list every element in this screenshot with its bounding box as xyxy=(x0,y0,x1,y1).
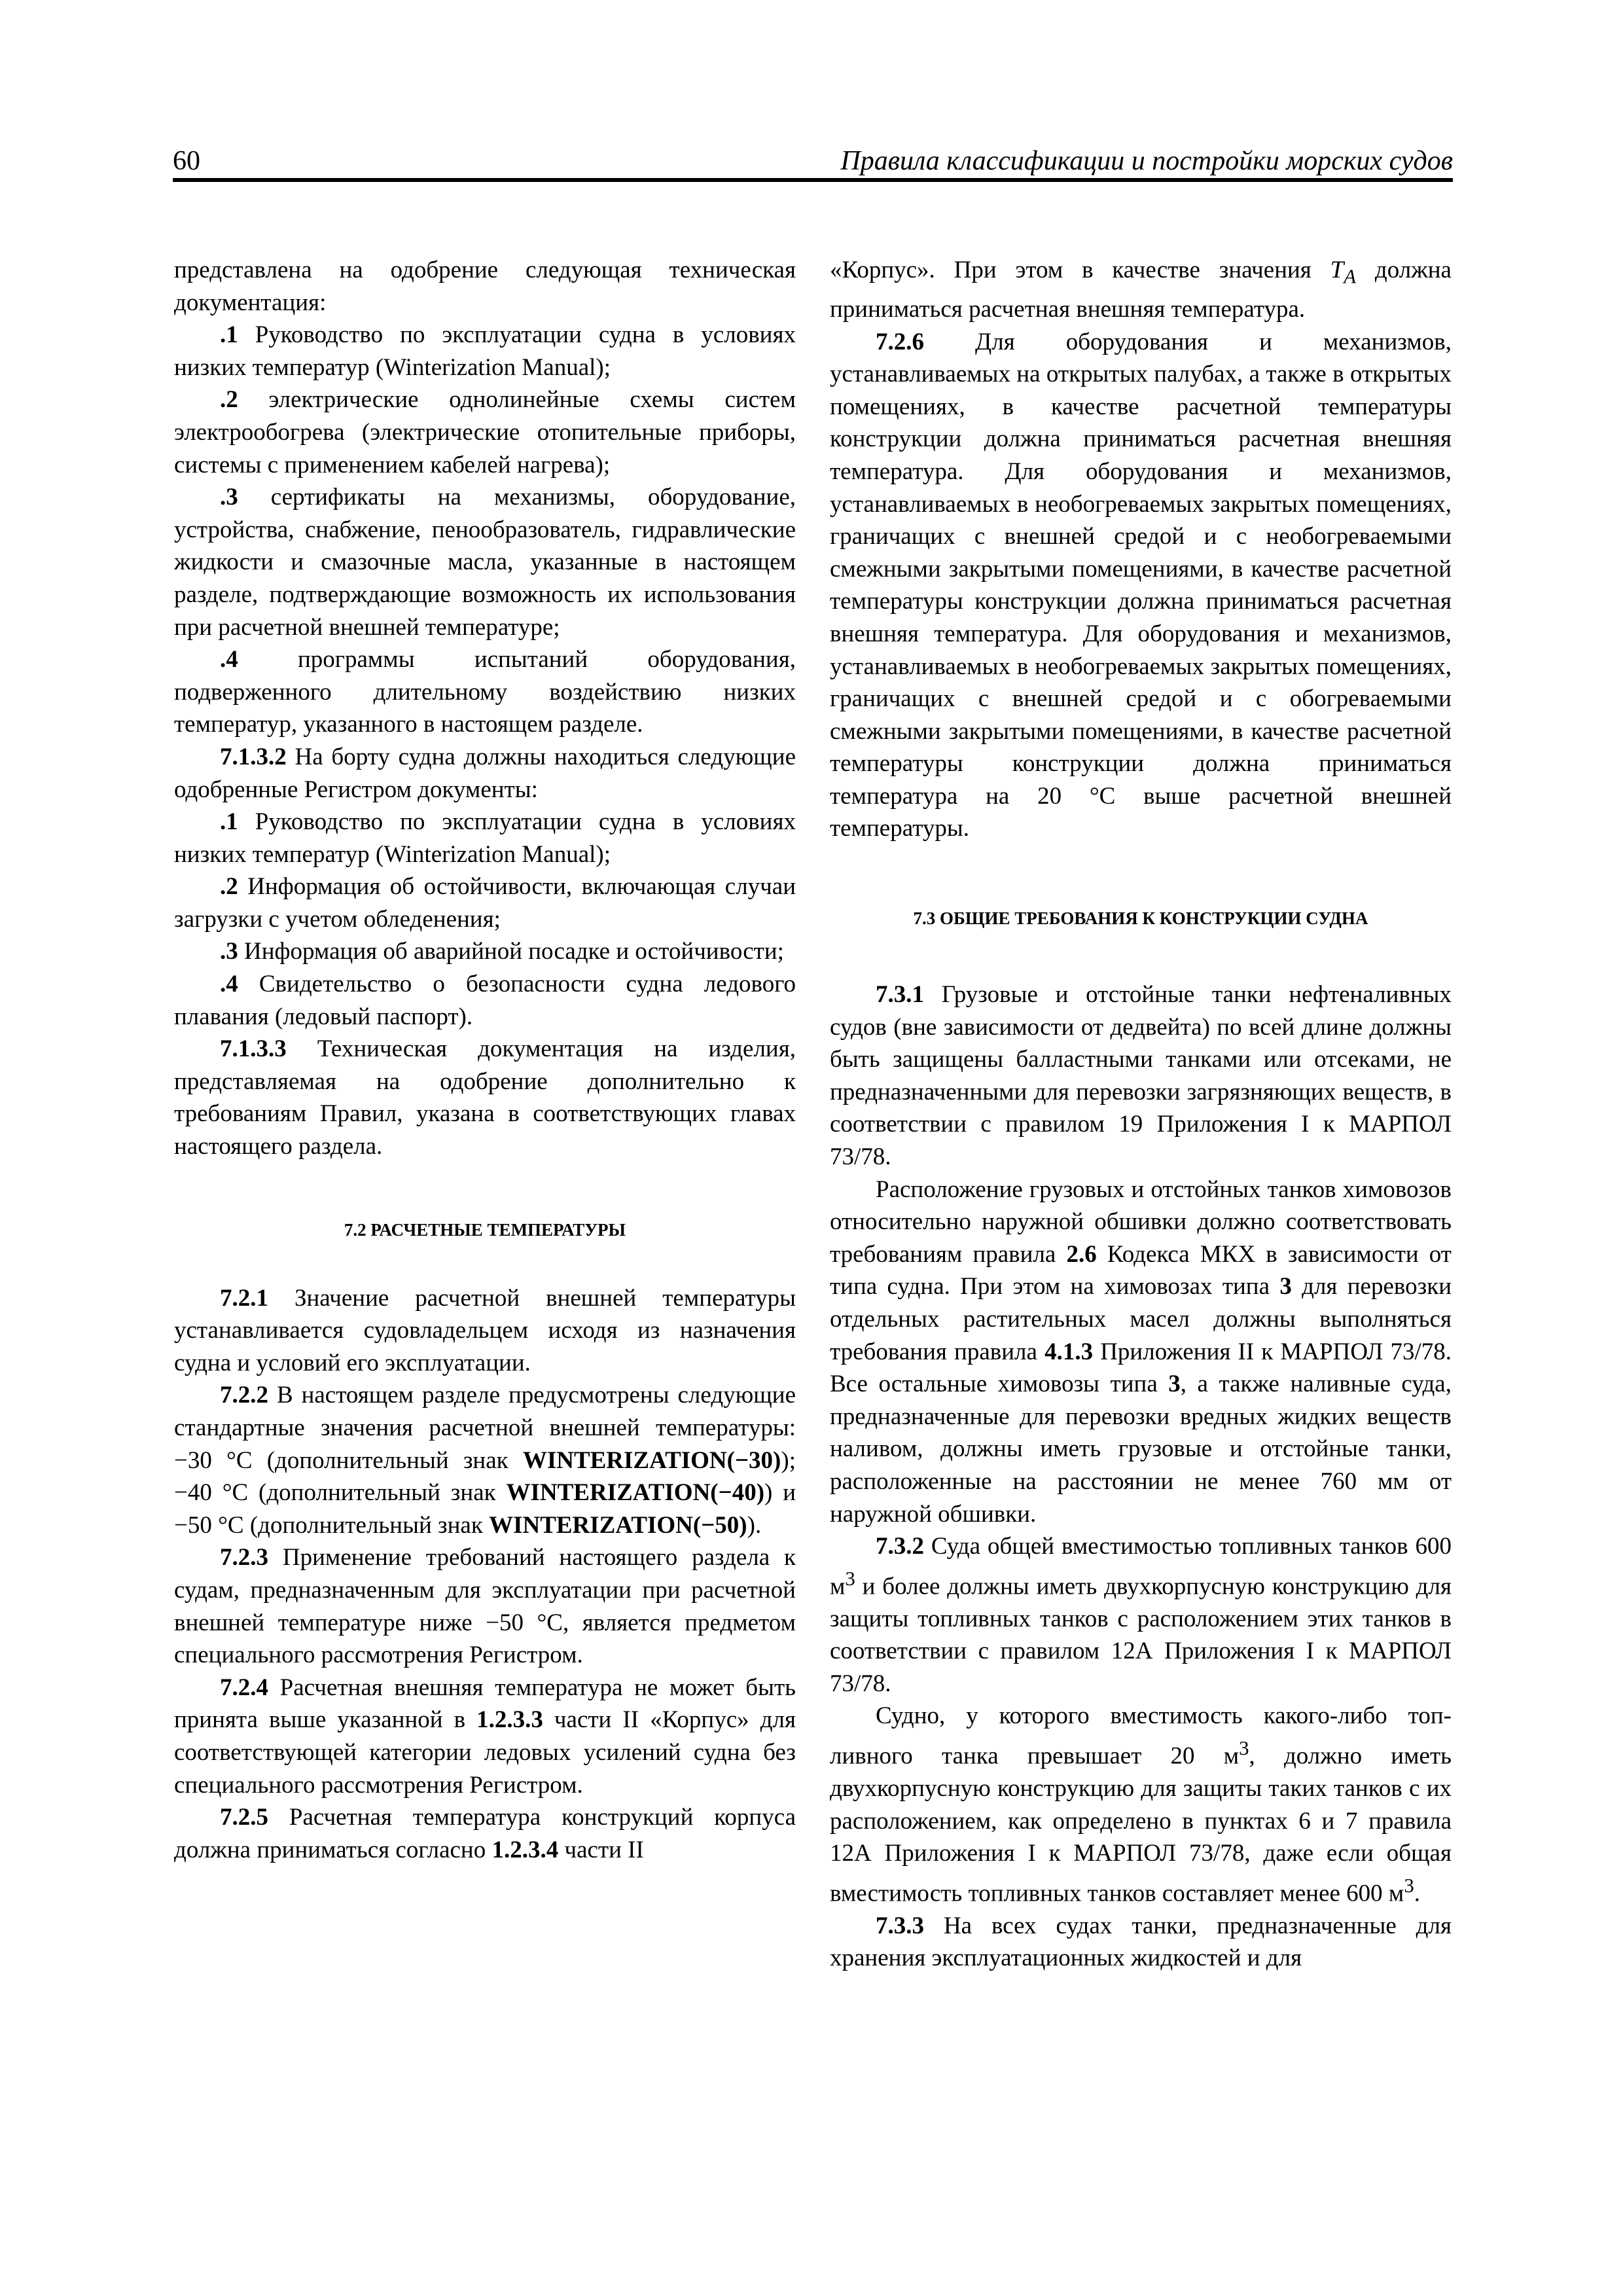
clause-7-1-3-2: 7.1.3.2 На борту судна должны находиться следующие одобренные Регистром документы: xyxy=(174,743,796,803)
spacer xyxy=(830,931,1452,978)
clause-7-1-3-3: 7.1.3.3 Техническая документация на изделия, представляемая на одобрение дополнительно к требованиям Правил, указана в соответствующих главах настоящего раздела. xyxy=(174,1035,796,1160)
right-column xyxy=(830,254,1452,1975)
spacer xyxy=(174,1163,796,1217)
paragraph: Расположение грузовых и отстойных танков химовозов относительно наружной обшивки должно соответствовать требованиям правила 2.6 Кодекса МКХ в зависимости от типа судна. При этом на химовозах типа 3 для перевозки отдельных растительных масел должны выполняться требования правила 4.1.3 Приложения II к МАРПОЛ 73/78. Все остальные химовозы типа 3, а также наливные суда, предназначенные для перевозки вредных жидких веществ наливом, должны иметь грузовые и отстойные танки, расположенные на расстоянии не менее 760 мм от наружной обшивки. xyxy=(830,1175,1452,1528)
spacer xyxy=(830,845,1452,905)
spacer xyxy=(174,1243,796,1282)
clause-7-3-1: 7.3.1 Грузовые и отстойные танки нефтеналивных судов (вне зависимости от дедвейта) по всей длине должны быть защищены балластными танками или отсеками, не предназначенными для перевозки загрязняющих веществ, в соответствии с правилом 19 Приложения I к МАРПОЛ 73/78. xyxy=(830,981,1452,1171)
running-title: Правила классификации и постройки морских судов xyxy=(840,146,1453,176)
clause-7-2-3: 7.2.3 Применение требований настоящего раздела к судам, предназначенным для эксплуатации при расчетной внешней температуре ниже −50 °C, является предметом специального рассмотрения Регистром. xyxy=(174,1544,796,1669)
header-rule xyxy=(173,178,1453,182)
paragraph: «Корпус». При этом в качестве значения $T_A$ должна приниматься расчетная внешняя температура. xyxy=(830,257,1452,323)
paragraph: представлена на одобрение следующая техническая документация: xyxy=(174,257,796,316)
clause-7-2-1: 7.2.1 Значение расчетной внешней температуры устанавливается судовладельцем исходя из назначения судна и условий его эксплуатации. xyxy=(174,1284,796,1376)
section-heading-7-3: 7.3 ОБЩИЕ ТРЕБОВАНИЯ К КОНСТРУКЦИИ СУДНА xyxy=(913,908,1368,929)
clause-7-2-4: 7.2.4 Расчетная внешняя температура не может быть принята выше указанной в 1.2.3.3 части II «Корпус» для соответствующей категории ледовых усилений судна без специального рассмотрения Регистром. xyxy=(174,1674,796,1799)
list-item: .1 Руководство по эксплуатации судна в условиях низких температур (Winterization Manual); xyxy=(174,321,796,381)
clause-7-2-2: 7.2.2 В настоящем разделе предусмотрены следующие стандартные значения расчетной внешней температуры: −30 °C (дополнительный знак WINTERIZATION(−30)); −40 °C (дополнительный знак WINTERIZATION(−40)) и −50 °C (дополнительный знак WINTERIZATION(−50)). xyxy=(174,1382,796,1539)
section-heading-7-2: 7.2 РАСЧЕТНЫЕ ТЕМПЕРАТУРЫ xyxy=(344,1219,626,1240)
left-column xyxy=(174,254,796,1866)
list-item: .2 Информация об остойчивости, включающая случаи загрузки с учетом обледенения; xyxy=(174,873,796,933)
list-item: .4 программы испытаний оборудования, подверженного длительному воздействию низких температур, указанного в настоящем разделе. xyxy=(174,646,796,738)
page-number: 60 xyxy=(173,146,200,176)
clause-7-2-6: 7.2.6 Для оборудования и механизмов, устанавливаемых на открытых палубах, а также в открытых помещениях, в качестве расчетной температуры конструкции должна приниматься расчетная внешняя температура. Для оборудования и механизмов, устанавливаемых в необогреваемых закрытых помещениях, граничащих с внешней средой и с необогреваемыми смежными закрытыми помещениями, в качестве расчетной температуры конструкции должна приниматься расчетная внешняя температура. Для оборудования и механизмов, устанавливаемых в необогреваемых закрытых помещениях, граничащих с внешней средой и с обогреваемыми смежными закрытыми помещениями, в качестве расчетной температуры конструкции должна приниматься температура на 20 °C выше расчетной внешней температуры. xyxy=(830,328,1452,842)
clause-7-2-5: 7.2.5 Расчетная температура конструкций корпуса должна приниматься согласно 1.2.3.4 части II xyxy=(174,1804,796,1863)
clause-7-3-2: 7.3.2 Суда общей вместимостью топливных танков 600 $м^3$ и более должны иметь двухкорпусную конструкцию для защиты топливных танков с расположением этих танков в соответствии с правилом 12А Приложения I к МАРПОЛ 73/78. xyxy=(830,1533,1452,1697)
paragraph: Судно, у которого вместимость какого-либо топливного танка превышает 20 $м^3$, должно иметь двухкорпусную конструкцию для защиты таких танков с их расположением, как определено в пунктах 6 и 7 правила 12А Приложения I к МАРПОЛ 73/78, даже если общая вместимость топливных танков составляет менее 600 $м^3$. xyxy=(830,1702,1452,1907)
list-item: .4 Свидетельство о безопасности судна ледового плавания (ледовый паспорт). xyxy=(174,971,796,1030)
list-item: .3 сертификаты на механизмы, оборудование, устройства, снабжение, пенообразователь, гидравлические жидкости и смазочные масла, указанные в настоящем разделе, подтверждающие возможность их использования при расчетной внешней температуре; xyxy=(174,484,796,641)
list-item: .3 Информация об аварийной посадке и остойчивости; xyxy=(220,938,784,965)
list-item: .1 Руководство по эксплуатации судна в условиях низких температур (Winterization Manual); xyxy=(174,808,796,868)
clause-7-3-3: 7.3.3 На всех судах танки, предназначенные для хранения эксплуатационных жидкостей и для xyxy=(830,1912,1452,1972)
list-item: .2 электрические однолинейные схемы систем электрообогрева (электрические отопительные приборы, системы с применением кабелей нагрева); xyxy=(174,386,796,478)
